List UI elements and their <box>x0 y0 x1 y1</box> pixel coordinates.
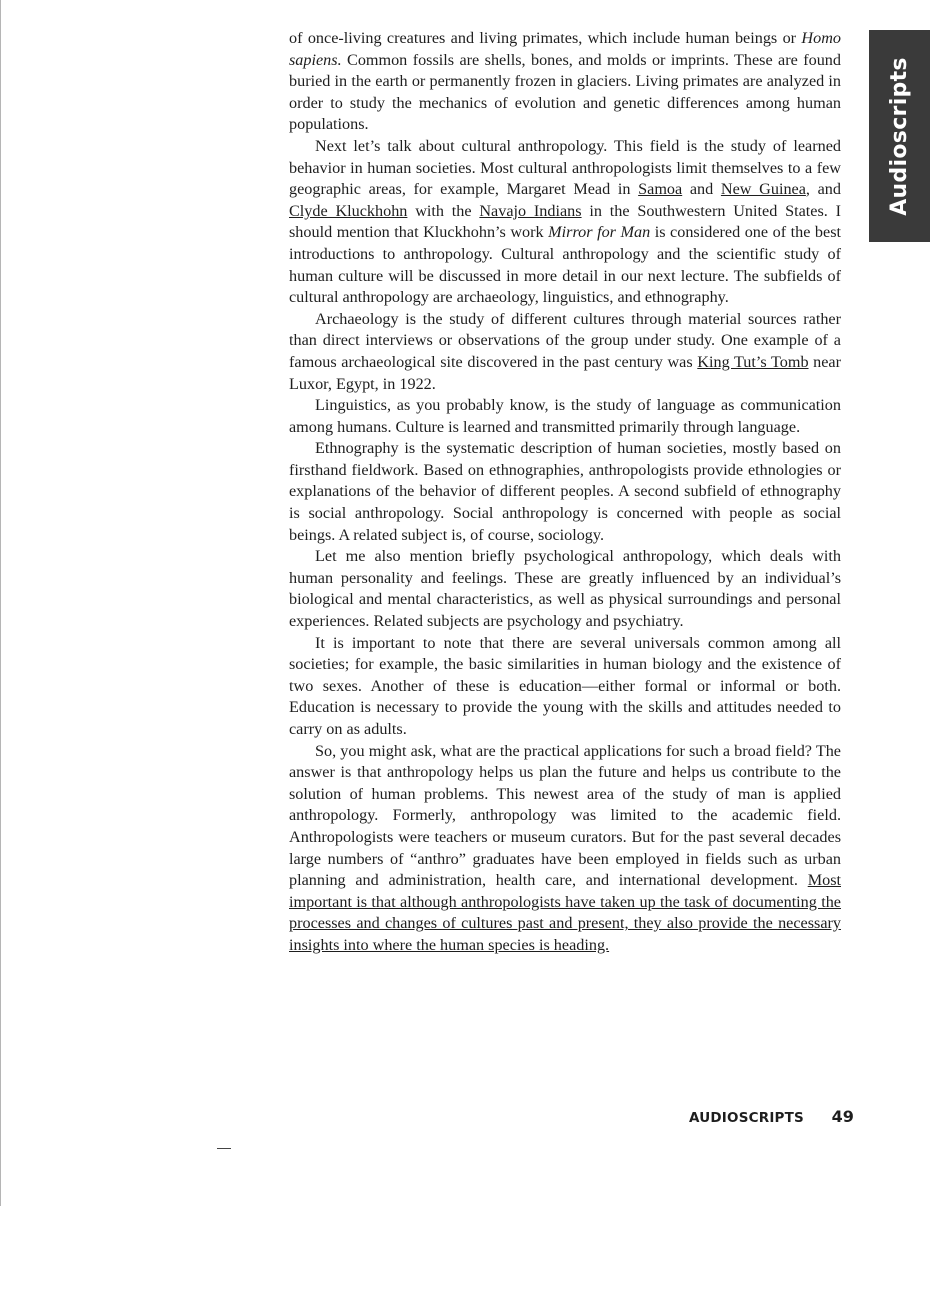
paragraph <box>289 633 841 741</box>
text-run: , and <box>805 180 841 199</box>
italic-text: Mirror for Man <box>548 223 651 242</box>
blank-bottom-region <box>0 1206 930 1316</box>
paragraph <box>289 28 841 136</box>
underlined-text: King Tut’s Tomb <box>697 352 809 371</box>
paragraph <box>289 741 841 957</box>
text-run: of once-living creatures and living primates, which include human beings or <box>289 29 802 47</box>
text-run: and <box>682 180 721 199</box>
text-run: It is important to note that there are several universals common among all societies; for example, the basic similarities in human biology and the existence of two sexes. Another of these is education—either formal or informal or both. Education is necessary to provide the young with the skills and attitudes needed to carry on as adults. <box>289 633 841 738</box>
paragraph <box>289 309 841 395</box>
text-run: with the <box>407 201 480 220</box>
scan-mark <box>217 1148 231 1149</box>
page-number: 49 <box>831 1107 854 1126</box>
paragraph <box>289 136 841 309</box>
text-run: Archaeology is the study of different cultures through material sources rather than direct interviews or observations of the group under study. One example of a famous archaeological site discovered in the past century was <box>289 309 841 371</box>
underlined-text: Most important is that although anthropologists have taken up the task of documenting the processes and changes of cultures past and present, they also provide the necessary insights into where the human species is heading. <box>289 871 841 954</box>
text-run: Next let’s talk about cultural anthropology. This field is the study of learned behavior in human societies. Most cultural anthropologists limit themselves to a few geographic areas, for example, Margaret Mead in <box>289 136 841 199</box>
underlined-text: Navajo Indians <box>479 201 582 220</box>
side-tab-label: Audioscripts <box>887 56 913 216</box>
paragraph <box>289 546 841 632</box>
running-footer-label: AUDIOSCRIPTS <box>689 1110 804 1126</box>
text-run: Linguistics, as you probably know, is the study of language as communication among humans. Culture is learned and transmitted primarily through language. <box>289 396 841 436</box>
text-run: Ethnography is the systematic description of human societies, mostly based on firsthand fieldwork. Based on ethnographies, anthropologists provide ethnologies or explanations of the behavior of different peoples. A second subfield of ethnography is social anthropology. Social anthropology is concerned with people as social beings. A related subject is, of course, sociology. <box>289 439 841 544</box>
body-text <box>289 28 841 957</box>
paragraph <box>289 395 841 438</box>
text-run: near Luxor, Egypt, in 1922. <box>289 352 842 393</box>
underlined-text: Samoa <box>638 180 683 199</box>
section-side-tab <box>869 30 930 242</box>
underlined-text: Clyde Kluckhohn <box>289 201 408 220</box>
page-footer <box>689 1107 854 1126</box>
text-run: Let me also mention briefly psychological anthropology, which deals with human personality and feelings. These are greatly influenced by an individual’s biological and mental characteristics, as well as physical surroundings and personal experiences. Related subjects are psychology and psychiatry. <box>289 547 841 631</box>
underlined-text: New Guinea <box>720 180 806 199</box>
italic-text: Homo sapiens. <box>289 29 841 69</box>
text-run: in the Southwestern United States. I should mention that Kluckhohn’s work <box>289 201 841 242</box>
text-run: Common fossils are shells, bones, and molds or imprints. These are found buried in the earth or permanently frozen in glaciers. Living primates are analyzed in order to study the mechanics of evolution and genetic differences among human populations. <box>289 50 841 134</box>
paragraph <box>289 438 841 546</box>
text-run: is considered one of the best introductions to anthropology. Cultural anthropology and the scientific study of human culture will be discussed in more detail in our next lecture. The subfields of cultural anthropology are archaeology, linguistics, and ethnography. <box>289 223 842 307</box>
page-edge-line <box>0 0 1 1206</box>
text-run: So, you might ask, what are the practical applications for such a broad field? The answer is that anthropology helps us plan the future and helps us contribute to the solution of human problems. This newest area of the study of man is applied anthropology. Formerly, anthropology was limited to the academic field. Anthropologists were teachers or museum curators. But for the past several decades large numbers of “anthro” graduates have been employed in fields such as urban planning and administration, health care, and international development. <box>289 741 841 890</box>
